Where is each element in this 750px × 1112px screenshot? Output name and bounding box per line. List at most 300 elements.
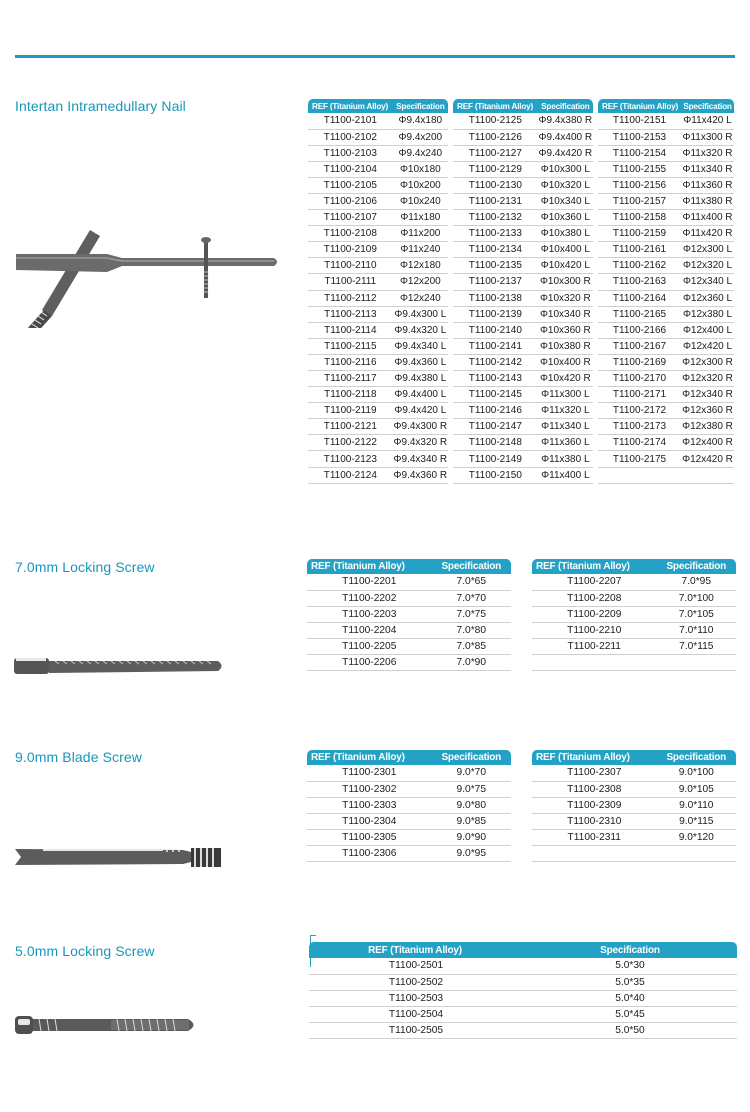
spec-cell: Φ10x420 L	[538, 258, 593, 274]
ref-cell: T1100-2131	[453, 193, 538, 209]
ref-cell: T1100-2304	[307, 813, 432, 829]
ref-cell: T1100-2153	[598, 129, 681, 145]
ref-cell: T1100-2208	[532, 590, 657, 606]
spec-cell: Φ10x360 R	[538, 322, 593, 338]
table-row	[307, 813, 511, 829]
table-row	[598, 177, 734, 193]
spec-cell: Φ12x320 L	[681, 258, 734, 274]
ref-cell: T1100-2169	[598, 354, 681, 370]
table-row	[307, 606, 511, 622]
ref-cell: T1100-2501	[309, 958, 523, 974]
table-row	[309, 990, 737, 1006]
spec-cell: Φ9.4x400 L	[393, 387, 448, 403]
ref-cell: T1100-2161	[598, 242, 681, 258]
spec-cell: Φ9.4x380 R	[538, 113, 593, 129]
spec-cell: Φ12x400 R	[681, 435, 734, 451]
table-row	[453, 113, 593, 129]
spec-cell: Φ12x320 R	[681, 371, 734, 387]
table-row	[532, 622, 736, 638]
ref-cell: T1100-2121	[308, 419, 393, 435]
spec-cell: Φ12x420 L	[681, 338, 734, 354]
spec-cell: Φ9.4x400 R	[538, 129, 593, 145]
spec-cell: Φ12x420 R	[681, 451, 734, 467]
ref-cell: T1100-2102	[308, 129, 393, 145]
table-row	[598, 274, 734, 290]
table-row	[532, 845, 736, 861]
section-title-9mm-blade-screw: 9.0mm Blade Screw	[15, 749, 142, 765]
ref-cell: T1100-2162	[598, 258, 681, 274]
section-title-5mm-locking-screw: 5.0mm Locking Screw	[15, 943, 155, 959]
spec-cell: 5.0*50	[523, 1022, 737, 1038]
spec-cell: Φ11x360 L	[538, 435, 593, 451]
table-row	[308, 258, 448, 274]
spec-cell: 9.0*120	[657, 829, 736, 845]
ref-cell: T1100-2172	[598, 403, 681, 419]
spec-cell: Φ11x200	[393, 226, 448, 242]
spec-cell: Φ10x180	[393, 161, 448, 177]
spec-cell: Φ11x360 R	[681, 177, 734, 193]
spec-cell: Φ12x340 R	[681, 387, 734, 403]
table-row	[453, 274, 593, 290]
section-title-7mm-locking-screw: 7.0mm Locking Screw	[15, 559, 155, 575]
spec-cell: Φ12x200	[393, 274, 448, 290]
spec-cell: 9.0*95	[432, 845, 511, 861]
table-row	[308, 290, 448, 306]
ref-cell: T1100-2309	[532, 797, 657, 813]
table-row	[598, 354, 734, 370]
ref-cell: T1100-2104	[308, 161, 393, 177]
ref-cell: T1100-2211	[532, 638, 657, 654]
spec-cell: 7.0*85	[432, 638, 511, 654]
table-row	[532, 829, 736, 845]
spec-cell: Φ10x380 L	[538, 226, 593, 242]
ref-cell	[532, 845, 657, 861]
ref-cell: T1100-2201	[307, 574, 432, 590]
table-row	[307, 781, 511, 797]
ref-cell: T1100-2150	[453, 467, 538, 483]
blade-screw-9mm-image	[13, 845, 223, 869]
spec-cell: Φ9.4x200	[393, 129, 448, 145]
spec-cell: 7.0*70	[432, 590, 511, 606]
spec-cell: Φ9.4x360 R	[393, 467, 448, 483]
ref-cell: T1100-2148	[453, 435, 538, 451]
ref-cell: T1100-2205	[307, 638, 432, 654]
spec-cell: Φ9.4x300 R	[393, 419, 448, 435]
header-ref: REF (Titanium Alloy)	[453, 99, 538, 113]
ref-cell: T1100-2113	[308, 306, 393, 322]
header-ref: REF (Titanium Alloy)	[598, 99, 681, 113]
header-divider	[15, 55, 735, 58]
spec-cell: Φ9.4x420 L	[393, 403, 448, 419]
table-row	[598, 242, 734, 258]
spec-cell	[657, 654, 736, 670]
spec-cell: Φ10x300 R	[538, 274, 593, 290]
ref-cell: T1100-2107	[308, 210, 393, 226]
ref-cell: T1100-2305	[307, 829, 432, 845]
table-row	[307, 765, 511, 781]
nail-spec-table-1	[308, 99, 448, 484]
ref-cell: T1100-2116	[308, 354, 393, 370]
table-row	[308, 226, 448, 242]
table-row	[453, 338, 593, 354]
ref-cell: T1100-2106	[308, 193, 393, 209]
table-row	[598, 371, 734, 387]
spec-cell: 9.0*110	[657, 797, 736, 813]
spec-cell: Φ10x420 R	[538, 371, 593, 387]
spec-cell: Φ11x400 L	[538, 467, 593, 483]
spec-cell: Φ10x340 R	[538, 306, 593, 322]
spec-cell: Φ12x380 L	[681, 306, 734, 322]
spec-cell: Φ9.4x380 L	[393, 371, 448, 387]
spec-cell: Φ12x360 R	[681, 403, 734, 419]
table-row	[307, 574, 511, 590]
spec-cell: Φ9.4x240	[393, 145, 448, 161]
spec-cell: Φ12x300 L	[681, 242, 734, 258]
table-row	[453, 306, 593, 322]
ref-cell: T1100-2133	[453, 226, 538, 242]
spec-cell: 5.0*45	[523, 1006, 737, 1022]
table-row	[308, 129, 448, 145]
ref-cell: T1100-2132	[453, 210, 538, 226]
ref-cell: T1100-2124	[308, 467, 393, 483]
spec-cell: Φ9.4x360 L	[393, 354, 448, 370]
table-row	[308, 177, 448, 193]
ref-cell: T1100-2209	[532, 606, 657, 622]
table-row	[453, 419, 593, 435]
ref-cell: T1100-2108	[308, 226, 393, 242]
ref-cell: T1100-2159	[598, 226, 681, 242]
table-row	[308, 145, 448, 161]
spec-cell: Φ10x240	[393, 193, 448, 209]
spec-cell: Φ11x300 R	[681, 129, 734, 145]
table-row	[453, 403, 593, 419]
ref-cell: T1100-2171	[598, 387, 681, 403]
spec-cell: Φ9.4x320 R	[393, 435, 448, 451]
spec-cell	[657, 845, 736, 861]
table-row	[532, 654, 736, 670]
spec-cell: Φ9.4x300 L	[393, 306, 448, 322]
spec-cell: Φ10x320 R	[538, 290, 593, 306]
table-row	[453, 322, 593, 338]
spec-cell: 7.0*110	[657, 622, 736, 638]
spec-cell: 7.0*75	[432, 606, 511, 622]
table-row	[453, 435, 593, 451]
table-row	[307, 797, 511, 813]
spec-cell	[681, 467, 734, 483]
spec-cell: 7.0*100	[657, 590, 736, 606]
spec-cell: Φ11x340 L	[538, 419, 593, 435]
table-row	[308, 161, 448, 177]
table-row	[453, 258, 593, 274]
table-row	[308, 387, 448, 403]
ref-cell: T1100-2207	[532, 574, 657, 590]
table-row	[308, 338, 448, 354]
table-row	[308, 322, 448, 338]
ref-cell: T1100-2114	[308, 322, 393, 338]
table-row	[598, 338, 734, 354]
table-row	[308, 210, 448, 226]
header-ref: REF (Titanium Alloy)	[308, 99, 393, 113]
spec-cell: 7.0*95	[657, 574, 736, 590]
table-row	[598, 258, 734, 274]
ref-cell: T1100-2204	[307, 622, 432, 638]
ref-cell: T1100-2111	[308, 274, 393, 290]
header-specification: Specification	[432, 559, 511, 574]
table-row	[309, 1022, 737, 1038]
table-row	[453, 226, 593, 242]
ref-cell: T1100-2142	[453, 354, 538, 370]
ref-cell: T1100-2307	[532, 765, 657, 781]
table-row	[307, 845, 511, 861]
spec-cell: Φ11x380 L	[538, 451, 593, 467]
spec-cell: 5.0*30	[523, 958, 737, 974]
table-row	[598, 193, 734, 209]
table-row	[453, 387, 593, 403]
ref-cell: T1100-2158	[598, 210, 681, 226]
table-row	[453, 451, 593, 467]
table-row	[453, 290, 593, 306]
ref-cell: T1100-2149	[453, 451, 538, 467]
table-row	[532, 813, 736, 829]
spec-cell: 9.0*100	[657, 765, 736, 781]
table-row	[309, 974, 737, 990]
ref-cell: T1100-2164	[598, 290, 681, 306]
ref-cell: T1100-2109	[308, 242, 393, 258]
header-ref: REF (Titanium Alloy)	[532, 559, 657, 574]
table-row	[307, 638, 511, 654]
table-row	[308, 193, 448, 209]
table-row	[307, 654, 511, 670]
ref-cell: T1100-2140	[453, 322, 538, 338]
ref-cell: T1100-2302	[307, 781, 432, 797]
header-specification: Specification	[681, 99, 734, 113]
ref-cell: T1100-2503	[309, 990, 523, 1006]
table-row	[308, 274, 448, 290]
spec-cell: 9.0*105	[657, 781, 736, 797]
spec-cell: 9.0*80	[432, 797, 511, 813]
locking-screw-5mm-image	[13, 1012, 200, 1038]
table-row	[453, 210, 593, 226]
spec-cell: Φ12x300 R	[681, 354, 734, 370]
ref-cell: T1100-2129	[453, 161, 538, 177]
spec-cell: Φ12x240	[393, 290, 448, 306]
ref-cell: T1100-2167	[598, 338, 681, 354]
table-row	[307, 590, 511, 606]
spec-cell: Φ11x380 R	[681, 193, 734, 209]
ref-cell: T1100-2165	[598, 306, 681, 322]
ref-cell: T1100-2163	[598, 274, 681, 290]
table-row	[453, 354, 593, 370]
ref-cell: T1100-2146	[453, 403, 538, 419]
ref-cell: T1100-2502	[309, 974, 523, 990]
table-row	[308, 354, 448, 370]
ref-cell: T1100-2157	[598, 193, 681, 209]
table-row	[598, 467, 734, 483]
locking-screw-7mm-image	[13, 655, 226, 677]
ref-cell: T1100-2154	[598, 145, 681, 161]
spec-cell: 7.0*105	[657, 606, 736, 622]
ref-cell: T1100-2308	[532, 781, 657, 797]
table-row	[598, 387, 734, 403]
ref-cell: T1100-2125	[453, 113, 538, 129]
table-row	[308, 371, 448, 387]
header-specification: Specification	[523, 942, 737, 958]
spec-cell: Φ10x400 L	[538, 242, 593, 258]
ref-cell: T1100-2504	[309, 1006, 523, 1022]
table-row	[598, 306, 734, 322]
table-row	[309, 1006, 737, 1022]
ref-cell: T1100-2141	[453, 338, 538, 354]
table-row	[532, 797, 736, 813]
locking-screw-7mm-table-2	[532, 559, 736, 671]
ref-cell: T1100-2105	[308, 177, 393, 193]
table-row	[308, 113, 448, 129]
intramedullary-nail-image	[12, 228, 287, 328]
spec-cell: Φ11x400 R	[681, 210, 734, 226]
spec-cell: 9.0*70	[432, 765, 511, 781]
spec-cell: Φ11x300 L	[538, 387, 593, 403]
ref-cell: T1100-2122	[308, 435, 393, 451]
ref-cell: T1100-2206	[307, 654, 432, 670]
spec-cell: Φ10x360 L	[538, 210, 593, 226]
spec-cell: 9.0*90	[432, 829, 511, 845]
table-row	[453, 177, 593, 193]
ref-cell: T1100-2138	[453, 290, 538, 306]
table-row	[598, 161, 734, 177]
table-row	[308, 451, 448, 467]
spec-cell: 7.0*80	[432, 622, 511, 638]
spec-cell: Φ11x320 R	[681, 145, 734, 161]
spec-cell: 5.0*40	[523, 990, 737, 1006]
table-row	[308, 435, 448, 451]
header-ref: REF (Titanium Alloy)	[307, 559, 432, 574]
ref-cell: T1100-2135	[453, 258, 538, 274]
spec-cell: Φ12x340 L	[681, 274, 734, 290]
ref-cell: T1100-2174	[598, 435, 681, 451]
header-specification: Specification	[657, 559, 736, 574]
ref-cell: T1100-2126	[453, 129, 538, 145]
ref-cell: T1100-2151	[598, 113, 681, 129]
header-ref: REF (Titanium Alloy)	[532, 750, 657, 765]
ref-cell: T1100-2103	[308, 145, 393, 161]
spec-cell: 5.0*35	[523, 974, 737, 990]
table-row	[598, 435, 734, 451]
table-row	[532, 638, 736, 654]
ref-cell: T1100-2303	[307, 797, 432, 813]
spec-cell: Φ12x400 L	[681, 322, 734, 338]
ref-cell: T1100-2155	[598, 161, 681, 177]
spec-cell: Φ12x380 R	[681, 419, 734, 435]
table-row	[309, 958, 737, 974]
table-row	[453, 193, 593, 209]
spec-cell: Φ11x180	[393, 210, 448, 226]
header-specification: Specification	[538, 99, 593, 113]
header-ref: REF (Titanium Alloy)	[307, 750, 432, 765]
ref-cell: T1100-2210	[532, 622, 657, 638]
table-row	[453, 242, 593, 258]
ref-cell: T1100-2301	[307, 765, 432, 781]
table-row	[532, 606, 736, 622]
spec-cell: Φ11x340 R	[681, 161, 734, 177]
table-row	[598, 322, 734, 338]
header-ref: REF (Titanium Alloy)	[309, 942, 523, 958]
ref-cell: T1100-2306	[307, 845, 432, 861]
locking-screw-7mm-table-1	[307, 559, 511, 671]
spec-cell: Φ10x400 R	[538, 354, 593, 370]
nail-spec-table-2	[453, 99, 593, 484]
ref-cell: T1100-2123	[308, 451, 393, 467]
table-row	[453, 129, 593, 145]
table-row	[453, 145, 593, 161]
ref-cell: T1100-2145	[453, 387, 538, 403]
table-row	[598, 129, 734, 145]
spec-cell: Φ9.4x420 R	[538, 145, 593, 161]
table-row	[308, 403, 448, 419]
blade-screw-9mm-table-2	[532, 750, 736, 862]
table-row	[307, 622, 511, 638]
table-row	[532, 574, 736, 590]
table-row	[598, 403, 734, 419]
spec-cell: 9.0*75	[432, 781, 511, 797]
ref-cell: T1100-2170	[598, 371, 681, 387]
ref-cell: T1100-2127	[453, 145, 538, 161]
ref-cell: T1100-2110	[308, 258, 393, 274]
ref-cell: T1100-2156	[598, 177, 681, 193]
spec-cell: Φ9.4x340 R	[393, 451, 448, 467]
table-row	[598, 226, 734, 242]
spec-cell: Φ10x340 L	[538, 193, 593, 209]
ref-cell: T1100-2505	[309, 1022, 523, 1038]
spec-cell: 7.0*90	[432, 654, 511, 670]
ref-cell: T1100-2147	[453, 419, 538, 435]
ref-cell: T1100-2101	[308, 113, 393, 129]
ref-cell: T1100-2118	[308, 387, 393, 403]
header-specification: Specification	[432, 750, 511, 765]
ref-cell: T1100-2310	[532, 813, 657, 829]
ref-cell: T1100-2139	[453, 306, 538, 322]
ref-cell: T1100-2137	[453, 274, 538, 290]
ref-cell: T1100-2143	[453, 371, 538, 387]
table-row	[308, 467, 448, 483]
spec-cell: 9.0*85	[432, 813, 511, 829]
table-row	[598, 451, 734, 467]
table-row	[307, 829, 511, 845]
ref-cell: T1100-2130	[453, 177, 538, 193]
ref-cell	[532, 654, 657, 670]
spec-cell: 9.0*115	[657, 813, 736, 829]
spec-cell: Φ10x320 L	[538, 177, 593, 193]
spec-cell: Φ11x320 L	[538, 403, 593, 419]
ref-cell: T1100-2117	[308, 371, 393, 387]
spec-cell: Φ11x240	[393, 242, 448, 258]
spec-cell: Φ11x420 R	[681, 226, 734, 242]
header-specification: Specification	[657, 750, 736, 765]
ref-cell: T1100-2203	[307, 606, 432, 622]
table-row	[453, 161, 593, 177]
spec-cell: Φ12x360 L	[681, 290, 734, 306]
ref-cell	[598, 467, 681, 483]
spec-cell: Φ12x180	[393, 258, 448, 274]
header-specification: Specification	[393, 99, 448, 113]
spec-cell: Φ9.4x320 L	[393, 322, 448, 338]
ref-cell: T1100-2311	[532, 829, 657, 845]
table-row	[532, 590, 736, 606]
table-row	[308, 419, 448, 435]
table-row	[532, 781, 736, 797]
table-row	[598, 290, 734, 306]
ref-cell: T1100-2112	[308, 290, 393, 306]
spec-cell: Φ11x420 L	[681, 113, 734, 129]
